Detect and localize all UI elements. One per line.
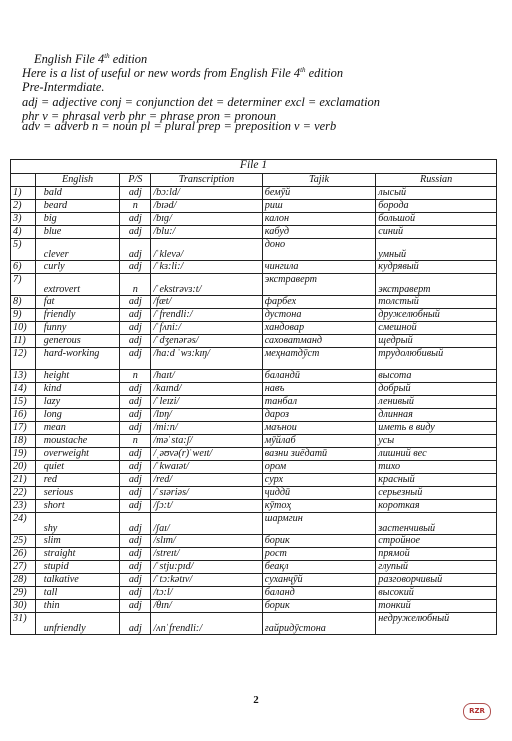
part-of-speech: n [120, 370, 151, 383]
transcription: /ˌəʊvə(r)ˈweɪt/ [151, 448, 262, 461]
transcription: /slɪm/ [151, 535, 262, 548]
edition-line [22, 52, 502, 66]
table-row [11, 226, 497, 239]
table-row [11, 461, 497, 474]
russian-translation: борода [376, 200, 497, 213]
intro-superscript: th [300, 66, 306, 75]
transcription: /haɪt/ [151, 370, 262, 383]
russian-translation: экстраверт [376, 274, 497, 296]
vocabulary-table [10, 159, 497, 635]
row-number: 25) [11, 535, 36, 548]
english-word: friendly [35, 309, 120, 322]
transcription: /ʃɔ:t/ [151, 500, 262, 513]
tajik-translation: ғайридӯстона [262, 613, 376, 635]
transcription: /ˈklevə/ [151, 239, 262, 261]
transcription: /ˈkwaɪət/ [151, 461, 262, 474]
tajik-translation: мӯйлаб [262, 435, 376, 448]
tajik-translation: фарбех [262, 296, 376, 309]
row-number: 19) [11, 448, 36, 461]
russian-translation: тонкий [376, 600, 497, 613]
tajik-translation: дароз [262, 409, 376, 422]
english-word: bald [35, 187, 120, 200]
row-number: 9) [11, 309, 36, 322]
russian-translation: застенчивый [376, 513, 497, 535]
tajik-translation: саховатманд [262, 335, 376, 348]
part-of-speech: adj [120, 261, 151, 274]
english-word: blue [35, 226, 120, 239]
table-row [11, 261, 497, 274]
part-of-speech: adj [120, 500, 151, 513]
russian-translation: трудолюбивый [376, 348, 497, 370]
row-number: 1) [11, 187, 36, 200]
table-title-row [11, 160, 497, 174]
part-of-speech: adj [120, 239, 151, 261]
tajik-translation: суханҷӯй [262, 574, 376, 587]
russian-translation: серьезный [376, 487, 497, 500]
transcription: /ˈstju:pɪd/ [151, 561, 262, 574]
intro-line [22, 66, 502, 80]
abbrev-line-1: adj = adjective conj = conjunction det = determiner excl = exclamation [22, 94, 380, 109]
table-row [11, 600, 497, 613]
table-row [11, 409, 497, 422]
part-of-speech: n [120, 435, 151, 448]
english-word: hard-working [35, 348, 120, 370]
row-number: 24) [11, 513, 36, 535]
english-word: talkative [35, 574, 120, 587]
english-word: stupid [35, 561, 120, 574]
row-number: 20) [11, 461, 36, 474]
english-word: long [35, 409, 120, 422]
english-word: serious [35, 487, 120, 500]
page-number: 2 [253, 694, 259, 706]
row-number: 7) [11, 274, 36, 296]
tajik-translation: беақл [262, 561, 376, 574]
row-number: 15) [11, 396, 36, 409]
table-row [11, 396, 497, 409]
transcription: /lɒŋ/ [151, 409, 262, 422]
transcription: /streɪt/ [151, 548, 262, 561]
part-of-speech: adj [120, 535, 151, 548]
russian-translation: тихо [376, 461, 497, 474]
tajik-translation: чингила [262, 261, 376, 274]
tajik-translation: ором [262, 461, 376, 474]
russian-translation: кудрявый [376, 261, 497, 274]
english-word: overweight [35, 448, 120, 461]
row-number: 14) [11, 383, 36, 396]
table-row [11, 239, 497, 261]
table-row [11, 383, 497, 396]
table-row [11, 322, 497, 335]
english-word: shy [35, 513, 120, 535]
english-word: tall [35, 587, 120, 600]
english-word: clever [35, 239, 120, 261]
tajik-translation: навъ [262, 383, 376, 396]
russian-translation: недружелюбный [376, 613, 497, 635]
tajik-translation: танбал [262, 396, 376, 409]
transcription: /ˈsɪəriəs/ [151, 487, 262, 500]
row-number: 13) [11, 370, 36, 383]
table-header-row [11, 174, 497, 187]
english-word: moustache [35, 435, 120, 448]
russian-translation: добрый [376, 383, 497, 396]
russian-translation: высота [376, 370, 497, 383]
part-of-speech: adj [120, 322, 151, 335]
tajik-translation: кабуд [262, 226, 376, 239]
row-number: 8) [11, 296, 36, 309]
level-line: Pre-Intermdiate. [22, 80, 105, 95]
transcription: /ˈleɪzi/ [151, 396, 262, 409]
transcription: /fæt/ [151, 296, 262, 309]
part-of-speech: adj [120, 187, 151, 200]
english-word: mean [35, 422, 120, 435]
english-word: funny [35, 322, 120, 335]
part-of-speech: adj [120, 335, 151, 348]
part-of-speech: adj [120, 396, 151, 409]
tajik-translation: сурх [262, 474, 376, 487]
publisher-stamp: RZR [463, 703, 491, 720]
edition-tail: edition [109, 52, 148, 66]
table-row [11, 435, 497, 448]
english-word: fat [35, 296, 120, 309]
english-word: straight [35, 548, 120, 561]
russian-translation: красный [376, 474, 497, 487]
tajik-translation: меҳнатдӯст [262, 348, 376, 370]
row-number: 3) [11, 213, 36, 226]
russian-translation: дружелюбный [376, 309, 497, 322]
table-row [11, 296, 497, 309]
table-row [11, 274, 497, 296]
part-of-speech: adj [120, 213, 151, 226]
russian-translation: умный [376, 239, 497, 261]
tajik-translation: экстраверт [262, 274, 376, 296]
transcription: /ˈfʌni:/ [151, 322, 262, 335]
intro-text: Here is a list of useful or new words from English File 4 [22, 66, 301, 81]
row-number: 17) [11, 422, 36, 435]
part-of-speech: adj [120, 574, 151, 587]
transcription: /kaɪnd/ [151, 383, 262, 396]
english-word: height [35, 370, 120, 383]
english-word: unfriendly [35, 613, 120, 635]
russian-translation: иметь в виду [376, 422, 497, 435]
document-header [22, 52, 502, 133]
part-of-speech: adj [120, 587, 151, 600]
russian-translation: глупый [376, 561, 497, 574]
transcription: /red/ [151, 474, 262, 487]
russian-translation: короткая [376, 500, 497, 513]
part-of-speech: adj [120, 600, 151, 613]
intro-tail: edition [305, 66, 344, 81]
english-word: generous [35, 335, 120, 348]
transcription: /mi:n/ [151, 422, 262, 435]
row-number: 27) [11, 561, 36, 574]
part-of-speech: adj [120, 383, 151, 396]
abbrev-line-3: adv = adverb n = noun pl = plural prep = preposition v = verb [22, 119, 337, 134]
edition-text: English File 4 [34, 52, 105, 66]
column-header: P/S [120, 174, 151, 187]
part-of-speech: adj [120, 422, 151, 435]
part-of-speech: adj [120, 474, 151, 487]
english-word: lazy [35, 396, 120, 409]
row-number: 18) [11, 435, 36, 448]
table-row [11, 513, 497, 535]
tajik-translation: калон [262, 213, 376, 226]
english-word: slim [35, 535, 120, 548]
transcription: /ˈdʒenərəs/ [151, 335, 262, 348]
russian-translation: ленивый [376, 396, 497, 409]
table-row [11, 500, 497, 513]
column-header: Tajik [262, 174, 376, 187]
part-of-speech: n [120, 200, 151, 213]
transcription: /ʃaɪ/ [151, 513, 262, 535]
russian-translation: длинная [376, 409, 497, 422]
part-of-speech: adj [120, 409, 151, 422]
table-row [11, 335, 497, 348]
part-of-speech: n [120, 274, 151, 296]
tajik-translation: рост [262, 548, 376, 561]
row-number: 4) [11, 226, 36, 239]
part-of-speech: adj [120, 296, 151, 309]
row-number: 11) [11, 335, 36, 348]
english-word: quiet [35, 461, 120, 474]
english-word: curly [35, 261, 120, 274]
russian-translation: синий [376, 226, 497, 239]
table-row [11, 561, 497, 574]
english-word: red [35, 474, 120, 487]
row-number: 26) [11, 548, 36, 561]
table-row [11, 548, 497, 561]
transcription: /ha:d ˈwɜ:kɪŋ/ [151, 348, 262, 370]
english-word: thin [35, 600, 120, 613]
part-of-speech: adj [120, 226, 151, 239]
english-word: kind [35, 383, 120, 396]
table-row [11, 213, 497, 226]
table-row [11, 422, 497, 435]
row-number: 28) [11, 574, 36, 587]
row-number: 29) [11, 587, 36, 600]
part-of-speech: adj [120, 548, 151, 561]
transcription: /bɪɡ/ [151, 213, 262, 226]
transcription: /bɔ:ld/ [151, 187, 262, 200]
tajik-translation: бемӯй [262, 187, 376, 200]
transcription: /tɔ:l/ [151, 587, 262, 600]
transcription: /ˈekstrəvɜ:t/ [151, 274, 262, 296]
tajik-translation: борик [262, 600, 376, 613]
tajik-translation: баландӣ [262, 370, 376, 383]
row-number: 10) [11, 322, 36, 335]
abbrev-line-2: phr v = phrasal verb phr = phrase pron = pronoun [22, 108, 277, 123]
table-body [11, 187, 497, 635]
row-number: 30) [11, 600, 36, 613]
row-number: 23) [11, 500, 36, 513]
tajik-translation: кӯтоҳ [262, 500, 376, 513]
part-of-speech: adj [120, 348, 151, 370]
tajik-translation: хандовар [262, 322, 376, 335]
tajik-translation: шармгин [262, 513, 376, 535]
english-word: extrovert [35, 274, 120, 296]
transcription: /ˈkɜ:li:/ [151, 261, 262, 274]
russian-translation: лысый [376, 187, 497, 200]
transcription: /θɪn/ [151, 600, 262, 613]
part-of-speech: adj [120, 461, 151, 474]
russian-translation: прямой [376, 548, 497, 561]
part-of-speech: adj [120, 487, 151, 500]
row-number: 12) [11, 348, 36, 370]
tajik-translation: дустона [262, 309, 376, 322]
part-of-speech: adj [120, 561, 151, 574]
table-row [11, 487, 497, 500]
table-row [11, 448, 497, 461]
column-header: Transcription [151, 174, 262, 187]
part-of-speech: adj [120, 613, 151, 635]
transcription: /ʌnˈfrendli:/ [151, 613, 262, 635]
column-header: Russian [376, 174, 497, 187]
russian-translation: большой [376, 213, 497, 226]
table-row [11, 309, 497, 322]
russian-translation: щедрый [376, 335, 497, 348]
tajik-translation: борик [262, 535, 376, 548]
table-title: File 1 [11, 160, 497, 174]
russian-translation: высокий [376, 587, 497, 600]
table-row [11, 587, 497, 600]
russian-translation: толстый [376, 296, 497, 309]
tajik-translation: баланд [262, 587, 376, 600]
english-word: short [35, 500, 120, 513]
tajik-translation: ҷиддӣ [262, 487, 376, 500]
part-of-speech: adj [120, 309, 151, 322]
english-word: big [35, 213, 120, 226]
transcription: /bɪəd/ [151, 200, 262, 213]
column-header: English [35, 174, 120, 187]
russian-translation: смешной [376, 322, 497, 335]
tajik-translation: маънои [262, 422, 376, 435]
row-number: 16) [11, 409, 36, 422]
tajik-translation: риш [262, 200, 376, 213]
row-number: 6) [11, 261, 36, 274]
transcription: /ˈtɔ:kətɪv/ [151, 574, 262, 587]
table-row [11, 474, 497, 487]
tajik-translation: доно [262, 239, 376, 261]
column-header [11, 174, 36, 187]
row-number: 22) [11, 487, 36, 500]
tajik-translation: вазни зиёдатӣ [262, 448, 376, 461]
table-row [11, 200, 497, 213]
table-row [11, 348, 497, 370]
english-word: beard [35, 200, 120, 213]
table-row [11, 613, 497, 635]
row-number: 31) [11, 613, 36, 635]
row-number: 2) [11, 200, 36, 213]
edition-superscript: th [104, 52, 110, 60]
russian-translation: стройное [376, 535, 497, 548]
table-row [11, 574, 497, 587]
russian-translation: лишний вес [376, 448, 497, 461]
transcription: /ˈfrendli:/ [151, 309, 262, 322]
row-number: 5) [11, 239, 36, 261]
russian-translation: усы [376, 435, 497, 448]
table-row [11, 187, 497, 200]
transcription: /blu:/ [151, 226, 262, 239]
russian-translation: разговорчивый [376, 574, 497, 587]
table-row [11, 535, 497, 548]
table-row [11, 370, 497, 383]
part-of-speech: adj [120, 513, 151, 535]
transcription: /məˈsta:ʃ/ [151, 435, 262, 448]
row-number: 21) [11, 474, 36, 487]
part-of-speech: adj [120, 448, 151, 461]
